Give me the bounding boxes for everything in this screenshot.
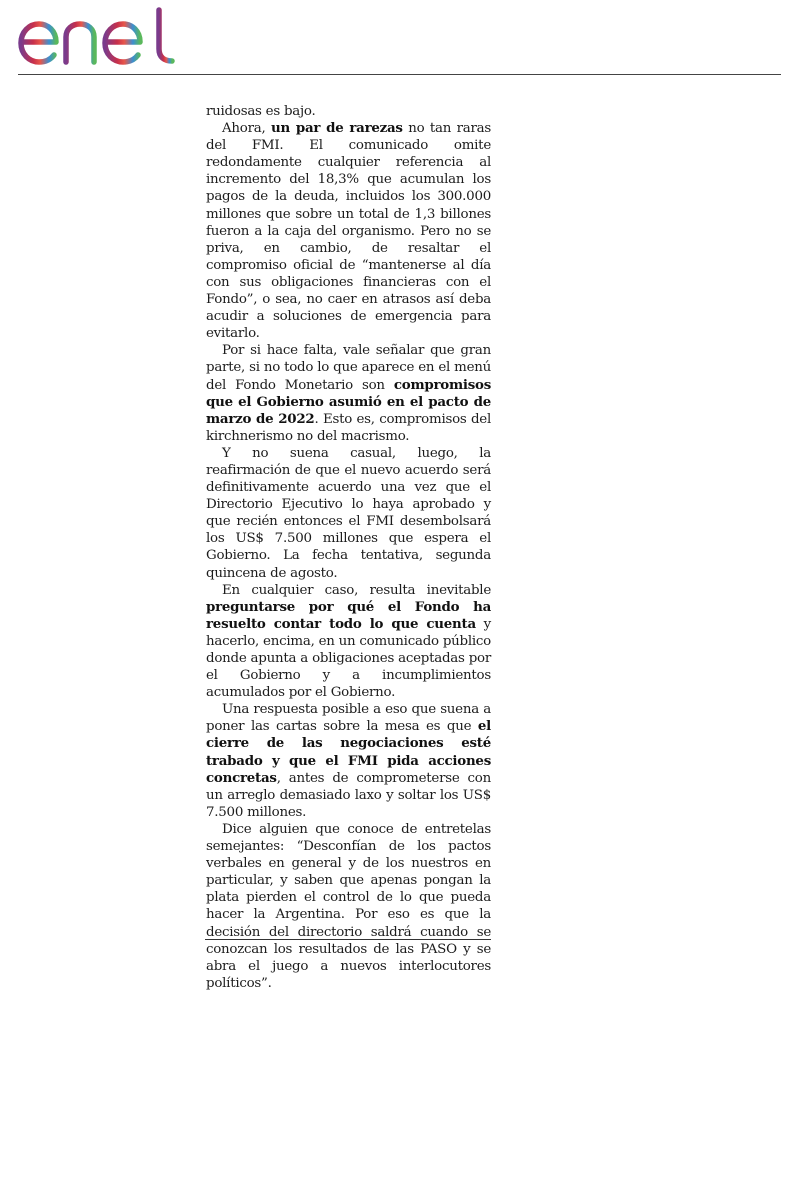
bold-phrase: compromisos que el Gobierno asumió en el pacto de marzo de 2022 xyxy=(206,376,491,427)
bold-phrase: un par de rarezas xyxy=(270,120,403,137)
paragraph-2: Por si hace falta, vale señalar que gran parte, si no todo lo que aparece en el menú del Fondo Monetario son compromisos que el Gobierno asumió en el pacto de marzo de 2022. Esto es, compromisos del kirchnerismo no del macrismo. xyxy=(206,343,491,444)
bold-phrase: el cierre de las negociaciones esté trabado y que el FMI pida acciones concretas xyxy=(206,718,491,786)
paragraph-3: Y no suena casual, luego, la reafirmación de que el nuevo acuerdo será definitivamente acuerdo una vez que el Directorio Ejecutivo lo haya aprobado y que recién entonces el FMI desembolsará los US$ 7.500 millones que espera el Gobierno. La fecha tentativa, segunda quincena de agosto. xyxy=(206,445,491,581)
article-end-divider xyxy=(205,939,491,940)
bold-phrase: preguntarse por qué el Fondo ha resuelto contar todo lo que cuenta xyxy=(206,598,491,632)
article-body xyxy=(206,103,491,992)
enel-logo-icon xyxy=(18,6,182,68)
paragraph-5: Una respuesta posible a eso que suena a poner las cartas sobre la mesa es que el cierre de las negociaciones esté trabado y que el FMI pida acciones concretas, antes de comprometerse con un arreglo demasiado laxo y soltar los US$ 7.500 millones. xyxy=(206,702,491,820)
paragraph-1: Ahora, un par de rarezas no tan raras del FMI. El comunicado omite redondamente cualquier referencia al incremento del 18,3% que acumulan los pagos de la deuda, incluidos los 300.000 millones que sobre un total de 1,3 billones fueron a la caja del organismo. Pero no se priva, en cambio, de resaltar el compromiso oficial de “mantenerse al día con sus obligaciones financieras con el Fondo”, o sea, no caer en atrasos así deba acudir a soluciones de emergencia para evitarlo. xyxy=(206,120,491,342)
paragraph-4: En cualquier caso, resulta inevitable preguntarse por qué el Fondo ha resuelto contar todo lo que cuenta y hacerlo, encima, en un comunicado público donde apunta a obligaciones aceptadas por el Gobierno y a incumplimientos acumulados por el Gobierno. xyxy=(206,582,491,701)
header-divider xyxy=(18,74,781,75)
enel-logo xyxy=(18,6,182,68)
paragraph-0: ruidosas es bajo. xyxy=(206,104,316,119)
paragraph-6: Dice alguien que conoce de entretelas semejantes: “Desconfían de los pactos verbales en general y de los nuestros en particular, y saben que apenas pongan la plata pierden el control de lo que pueda hacer la Argentina. Por eso es que la decisión del directorio saldrá cuando se conozcan los resultados de las PASO y se abra el juego a nuevos interlocutores políticos”. xyxy=(206,821,491,991)
